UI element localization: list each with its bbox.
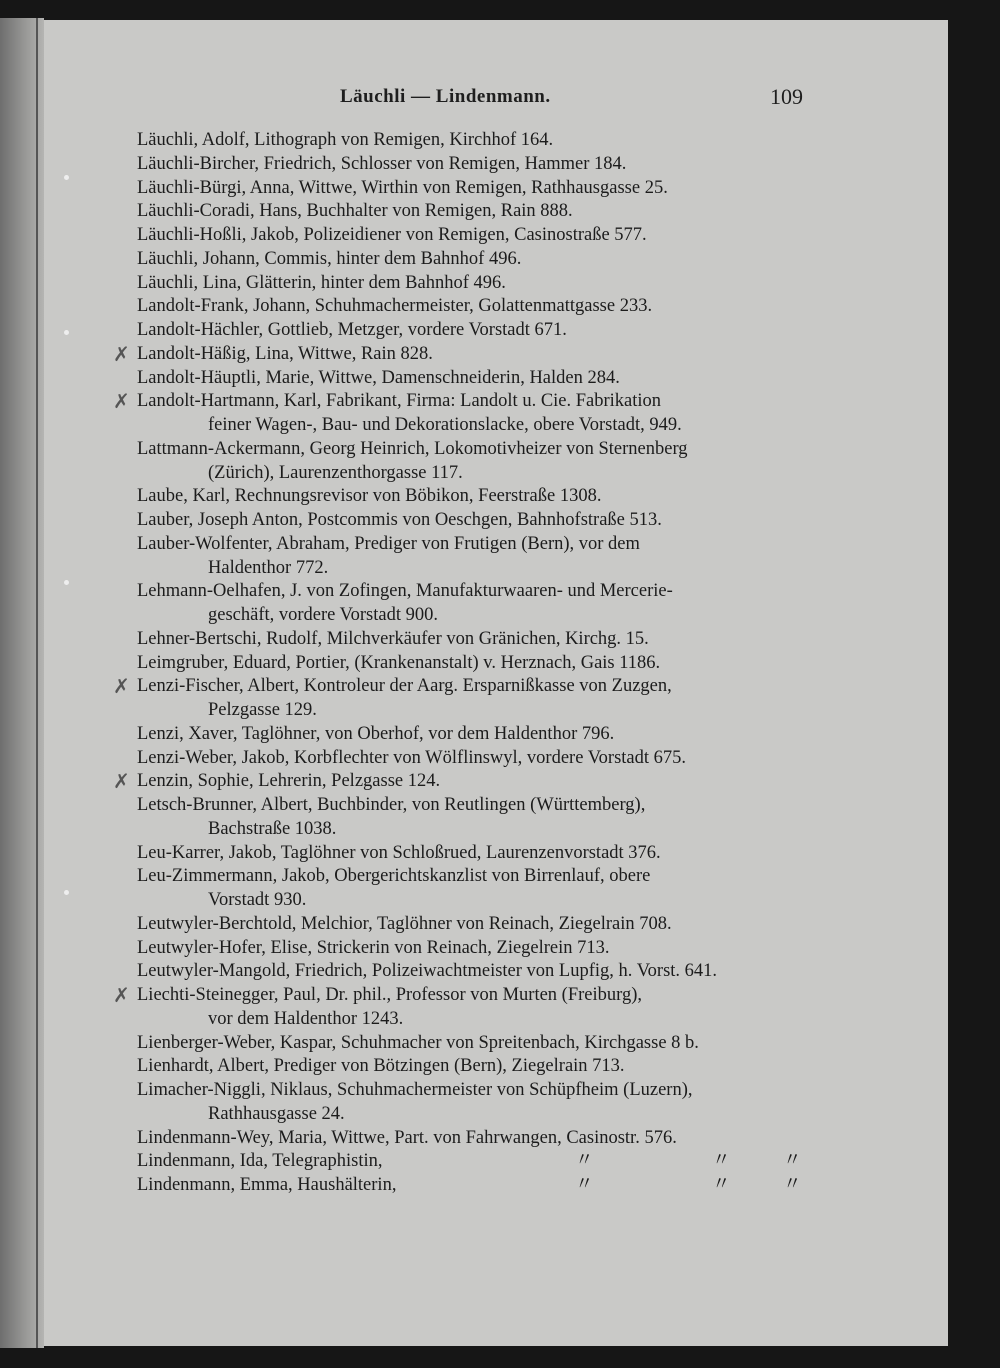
directory-entry	[137, 1079, 809, 1103]
directory-entry	[137, 960, 809, 984]
entry-text: Lenzin, Sophie, Lehrerin, Pelzgasse 124.	[137, 771, 441, 792]
entry-text: Lienhardt, Albert, Prediger von Bötzingen (Bern), Ziegelrain 713.	[137, 1056, 625, 1077]
directory-entry	[137, 319, 809, 343]
entry-text: Bachstraße 1038.	[208, 818, 337, 839]
binding-hole	[64, 890, 69, 895]
directory-entry	[137, 1150, 809, 1174]
binding-edge	[36, 18, 38, 1348]
entry-text: vor dem Haldenthor 1243.	[208, 1008, 404, 1029]
ditto-mark: 〃	[712, 1151, 731, 1172]
entry-text: Lehner-Bertschi, Rudolf, Milchverkäufer von Gränichen, Kirchg. 15.	[137, 628, 649, 649]
entry-text: Lienberger-Weber, Kaspar, Schuhmacher von Spreitenbach, Kirchgasse 8 b.	[137, 1032, 699, 1053]
handwritten-check-mark-icon: ✗	[113, 983, 130, 1007]
entry-text: Landolt-Hächler, Gottlieb, Metzger, vordere Vorstadt 671.	[137, 320, 567, 340]
entry-continuation-line	[137, 414, 809, 438]
entry-text: Leutwyler-Berchtold, Melchior, Taglöhner von Reinach, Ziegelrain 708.	[137, 913, 672, 934]
entry-text: Limacher-Niggli, Niklaus, Schuhmachermeister von Schüpfheim (Luzern),	[137, 1080, 693, 1100]
entry-text: Liechti-Steinegger, Paul, Dr. phil., Professor von Murten (Freiburg),	[137, 985, 643, 1005]
directory-entry	[137, 628, 809, 652]
entry-text: Landolt-Hartmann, Karl, Fabrikant, Firma: Landolt u. Cie. Fabrikation	[137, 391, 662, 412]
entry-continuation-line	[137, 699, 809, 723]
page-number: 109	[770, 84, 803, 109]
entry-text: Landolt-Häßig, Lina, Wittwe, Rain 828.	[137, 343, 433, 364]
entry-continuation-line	[137, 1008, 809, 1032]
entry-text: Leu-Karrer, Jakob, Taglöhner von Schloßrued, Laurenzenvorstadt 376.	[137, 842, 661, 863]
binding-hole	[64, 330, 69, 335]
entry-text: Landolt-Häuptli, Marie, Wittwe, Damenschneiderin, Halden 284.	[137, 367, 620, 388]
directory-entry	[137, 438, 809, 462]
directory-entry	[137, 865, 809, 889]
binding-hole	[64, 580, 69, 585]
directory-entry	[137, 367, 809, 391]
directory-entry	[137, 1055, 809, 1079]
entry-text: Letsch-Brunner, Albert, Buchbinder, von Reutlingen (Württemberg),	[137, 795, 646, 815]
directory-entry	[137, 177, 809, 201]
directory-entry	[137, 295, 809, 319]
directory-entry	[137, 937, 809, 961]
ditto-mark: 〃	[575, 1151, 594, 1172]
directory-entry	[137, 129, 809, 153]
entry-continuation-line	[137, 889, 809, 913]
handwritten-check-mark-icon: ✗	[113, 674, 130, 699]
ditto-mark: 〃	[575, 1175, 594, 1195]
entry-text: Lindenmann-Wey, Maria, Wittwe, Part. von Fahrwangen, Casinostr. 576.	[137, 1127, 677, 1148]
entry-text: Läuchli, Johann, Commis, hinter dem Bahnhof 496.	[137, 248, 522, 269]
directory-entry	[137, 1127, 809, 1151]
entry-continuation-line	[137, 1103, 809, 1127]
entry-text: Lindenmann, Emma, Haushälterin,	[137, 1175, 397, 1195]
entry-text: Vorstadt 930.	[208, 890, 307, 910]
handwritten-check-mark-icon: ✗	[113, 341, 130, 366]
directory-entry	[137, 200, 809, 224]
directory-entry	[137, 747, 809, 771]
directory-entry	[137, 1174, 809, 1198]
directory-entry	[137, 723, 809, 747]
ditto-mark: 〃	[783, 1175, 802, 1195]
entry-text: Lindenmann, Ida, Telegraphistin,	[137, 1151, 383, 1172]
entry-text: Lehmann-Oelhafen, J. von Zofingen, Manufakturwaaren- und Mercerie-	[137, 581, 673, 602]
handwritten-check-mark-icon: ✗	[113, 389, 130, 414]
directory-entry	[137, 224, 809, 248]
directory-entry	[113, 341, 809, 367]
entry-text: Haldenthor 772.	[208, 557, 329, 578]
directory-entry	[113, 769, 809, 794]
entry-text: Lauber-Wolfenter, Abraham, Prediger von Frutigen (Bern), vor dem	[137, 533, 640, 554]
page-header	[0, 86, 1000, 116]
directory-entry	[137, 153, 809, 177]
entry-continuation-line	[137, 557, 809, 581]
entry-text: Lattmann-Ackermann, Georg Heinrich, Lokomotivheizer von Sternenberg	[137, 438, 688, 459]
directory-entry	[113, 674, 809, 699]
entry-continuation-line	[137, 462, 809, 486]
ditto-mark: 〃	[712, 1175, 731, 1195]
entry-text: feiner Wagen-, Bau- und Dekorationslacke, obere Vorstadt, 949.	[208, 415, 682, 435]
entry-text: Lenzi-Fischer, Albert, Kontroleur der Aarg. Ersparnißkasse von Zuzgen,	[137, 676, 672, 697]
entry-continuation-line	[137, 818, 809, 842]
directory-entry	[137, 485, 809, 509]
entry-text: Läuchli, Lina, Glätterin, hinter dem Bahnhof 496.	[137, 272, 506, 293]
entry-text: Leimgruber, Eduard, Portier, (Krankenanstalt) v. Herznach, Gais 1186.	[137, 652, 661, 673]
entry-text: Leutwyler-Mangold, Friedrich, Polizeiwachtmeister von Lupfig, h. Vorst. 641.	[137, 961, 718, 982]
directory-entry	[137, 248, 809, 272]
entry-text: Läuchli-Bircher, Friedrich, Schlosser von Remigen, Hammer 184.	[137, 153, 627, 174]
entry-text: Lenzi-Weber, Jakob, Korbflechter von Wölflinswyl, vordere Vorstadt 675.	[137, 747, 687, 768]
entry-text: Leutwyler-Hofer, Elise, Strickerin von Reinach, Ziegelrein 713.	[137, 937, 610, 958]
entry-text: Pelzgasse 129.	[208, 700, 317, 720]
directory-entry	[137, 1032, 809, 1056]
directory-entry	[137, 533, 809, 557]
entry-text: Landolt-Frank, Johann, Schuhmachermeister, Golattenmattgasse 233.	[137, 296, 653, 317]
directory-entry	[137, 794, 809, 818]
entry-text: Lauber, Joseph Anton, Postcommis von Oeschgen, Bahnhofstraße 513.	[137, 510, 662, 530]
directory-entry	[137, 272, 809, 296]
running-title: Läuchli — Lindenmann.	[340, 86, 551, 107]
entry-text: geschäft, vordere Vorstadt 900.	[208, 605, 438, 625]
entry-text: (Zürich), Laurenzenthorgasse 117.	[208, 462, 463, 483]
directory-entry	[137, 652, 809, 676]
directory-entry	[137, 913, 809, 937]
directory-entry	[113, 389, 809, 414]
binding-hole	[64, 175, 69, 180]
ditto-mark: 〃	[783, 1151, 802, 1172]
entry-text: Läuchli, Adolf, Lithograph von Remigen, Kirchhof 164.	[137, 130, 554, 150]
directory-entry	[137, 509, 809, 533]
directory-entry	[113, 983, 809, 1008]
handwritten-check-mark-icon: ✗	[113, 769, 130, 794]
entry-text: Läuchli-Hoßli, Jakob, Polizeidiener von Remigen, Casinostraße 577.	[137, 225, 647, 245]
entry-text: Läuchli-Bürgi, Anna, Wittwe, Wirthin von Remigen, Rathhausgasse 25.	[137, 177, 668, 198]
entry-text: Leu-Zimmermann, Jakob, Obergerichtskanzlist von Birrenlauf, obere	[137, 866, 651, 887]
entry-text: Rathhausgasse 24.	[208, 1103, 345, 1124]
entry-text: Läuchli-Coradi, Hans, Buchhalter von Remigen, Rain 888.	[137, 201, 573, 222]
entry-continuation-line	[137, 604, 809, 628]
directory-listing	[113, 129, 809, 1198]
entry-text: Lenzi, Xaver, Taglöhner, von Oberhof, vor dem Haldenthor 796.	[137, 723, 615, 744]
directory-entry	[137, 842, 809, 866]
entry-text: Laube, Karl, Rechnungsrevisor von Böbikon, Feerstraße 1308.	[137, 486, 602, 507]
directory-entry	[137, 580, 809, 604]
